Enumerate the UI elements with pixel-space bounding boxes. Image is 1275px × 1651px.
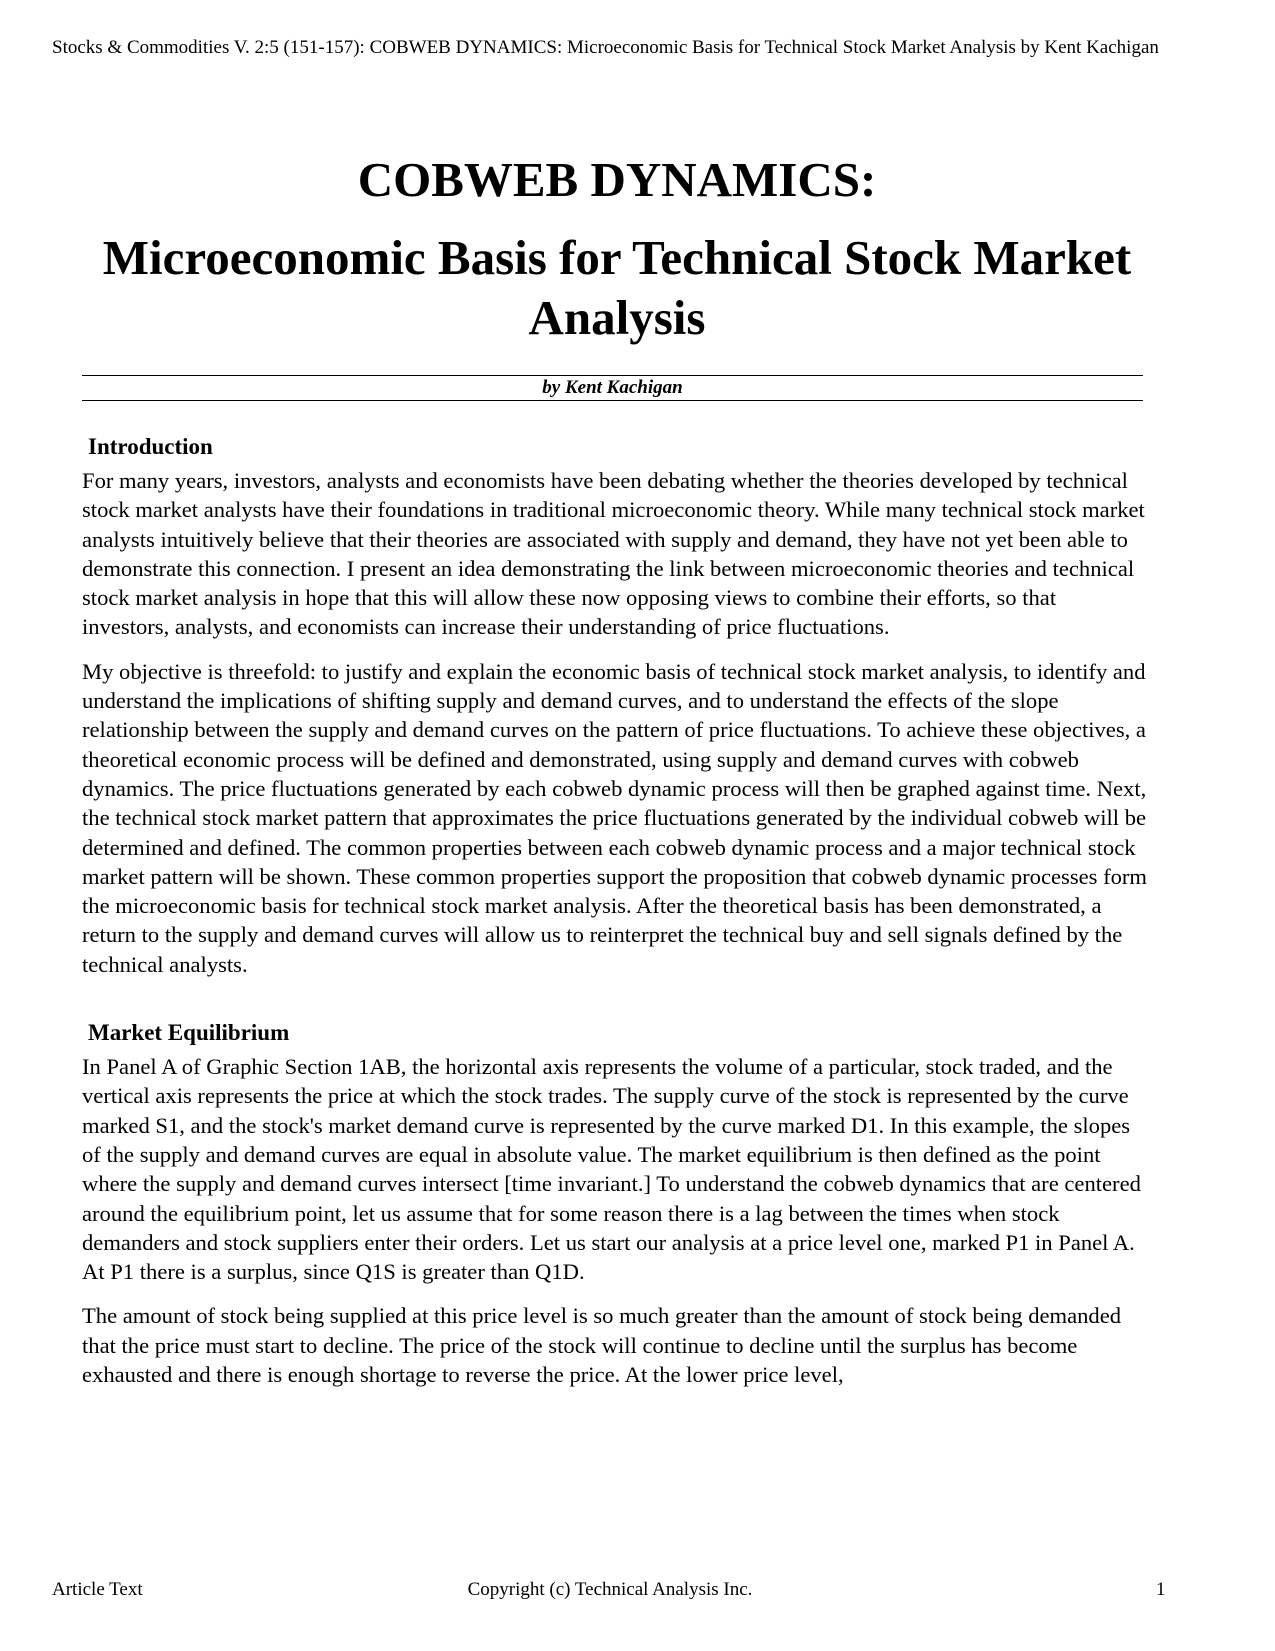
- article-subtitle: Microeconomic Basis for Technical Stock Market Analysis: [102, 230, 1132, 345]
- section-heading: Introduction: [88, 434, 213, 459]
- section-market-equilibrium: [82, 1018, 1147, 1389]
- byline-bottom-rule: [82, 400, 1143, 401]
- paragraph: My objective is threefold: to justify and explain the economic basis of technical stock market analysis, to identify and understand the implications of shifting supply and demand curves, and to understand the effects of the slope relationship between the supply and demand curves on the pattern of price fluctuations. To achieve these objectives, a theoretical economic process will be defined and demonstrated, using supply and demand curves with cobweb dynamics. The price fluctuations generated by each cobweb dynamic process will then be graphed against time. Next, the technical stock market pattern that approximates the price fluctuations generated by the individual cobweb will be determined and defined. The common properties between each cobweb dynamic process and a major technical stock market pattern will be shown. These common properties support the proposition that cobweb dynamic processes form the microeconomic basis for technical stock market analysis. After the theoretical basis has been demonstrated, a return to the supply and demand curves will allow us to reinterpret the technical buy and sell signals defined by the technical analysts.: [82, 658, 1148, 977]
- paragraph: In Panel A of Graphic Section 1AB, the horizontal axis represents the volume of a particular, stock traded, and the vertical axis represents the price at which the stock trades. The supply curve of the stock is represented by the curve marked S1, and the stock's market demand curve is represented by the curve marked D1. In this example, the slopes of the supply and demand curves are equal in absolute value. The market equilibrium is then defined as the point where the supply and demand curves intersect [time invariant.] To understand the cobweb dynamics that are centered around the equilibrium point, let us assume that for some reason there is a lag between the times when stock demanders and stock suppliers enter their orders. Let us start our analysis at a price level one, marked P1 in Panel A. At P1 there is a surplus, since Q1S is greater than Q1D.: [82, 1054, 1141, 1285]
- footer-copyright: Copyright (c) Technical Analysis Inc.: [467, 1579, 753, 1600]
- running-header: Stocks & Commodities V. 2:5 (151-157): COBWEB DYNAMICS: Microeconomic Basis for Technical Stock Market Analysis by Kent Kachigan: [52, 37, 1159, 58]
- article-title-block: [82, 150, 1152, 348]
- section-introduction: [82, 432, 1147, 979]
- section-heading: Market Equilibrium: [88, 1020, 290, 1046]
- section-spacer: [82, 994, 1147, 1018]
- paragraph: For many years, investors, analysts and economists have been debating whether the theories developed by technical stock market analysts have their foundations in traditional microeconomic theory. While many technical stock market analysts intuitively believe that their theories are associated with supply and demand, they have not yet been able to demonstrate this connection. I present an idea demonstrating the link between microeconomic theories and technical stock market analysis in hope that this will allow these now opposing views to combine their efforts, so that investors, analysts, and economists can increase their understanding of price fluctuations.: [82, 468, 1145, 640]
- byline: by Kent Kachigan: [542, 377, 683, 398]
- article-body: [82, 432, 1147, 1404]
- footer-label: Article Text: [52, 1579, 143, 1600]
- article-title: COBWEB DYNAMICS:: [357, 152, 877, 207]
- page-number: 1: [1156, 1579, 1166, 1600]
- paragraph: The amount of stock being supplied at this price level is so much greater than the amount of stock being demanded that the price must start to decline. The price of the stock will continue to decline until the surplus has become exhausted and there is enough shortage to reverse the price. At the lower price level,: [82, 1303, 1122, 1388]
